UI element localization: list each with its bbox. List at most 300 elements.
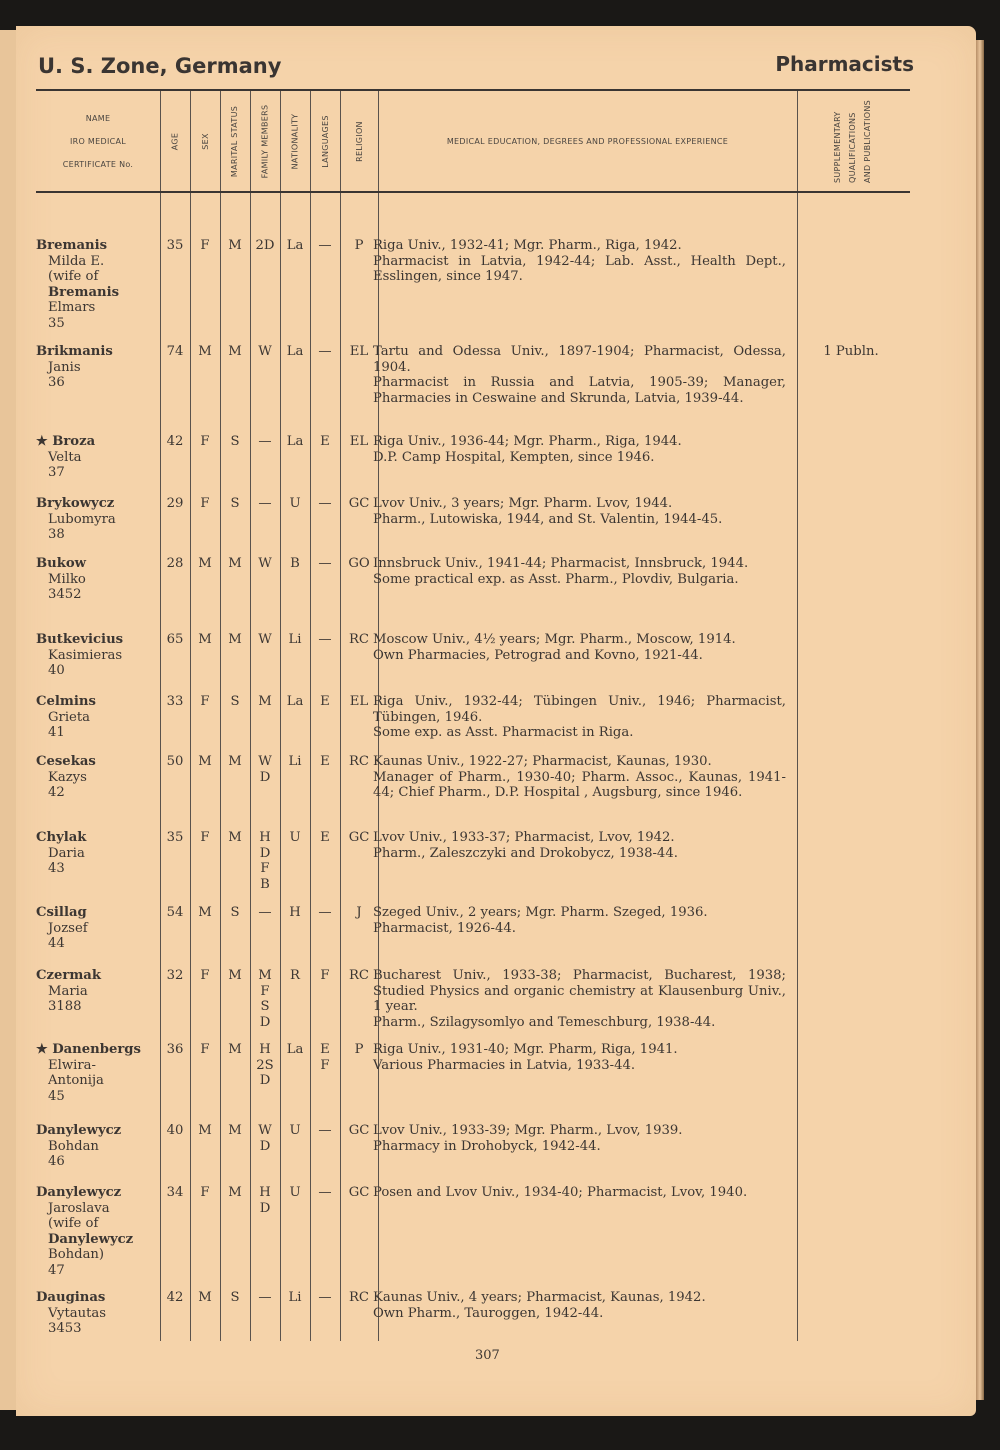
running-head-left: U. S. Zone, Germany: [38, 54, 282, 78]
religion-value: P: [354, 1042, 364, 1057]
sex-value: M: [198, 905, 212, 920]
education-paragraph: Moscow Univ., 4½ years; Mgr. Pharm., Moscow, 1914.: [373, 632, 736, 647]
surname-line: [36, 632, 156, 648]
name-line: Janis: [48, 359, 81, 375]
languages-value: —: [318, 496, 332, 511]
age-cell: [160, 344, 190, 360]
age-value: 34: [166, 1185, 184, 1200]
marital-cell: [220, 1185, 250, 1201]
family-value: —: [258, 434, 272, 449]
family-cell: [250, 1123, 280, 1154]
marital-cell: [220, 754, 250, 770]
marital-value: M: [228, 632, 242, 647]
languages-value: —: [318, 1123, 332, 1138]
name-line: (wife of: [48, 269, 99, 284]
marital-cell: [220, 694, 250, 710]
education-paragraph: Posen and Lvov Univ., 1934-40; Pharmacist, Lvov, 1940.: [373, 1185, 748, 1200]
family-value: W: [258, 1123, 272, 1138]
age-cell: [160, 905, 190, 921]
surname: Czermak: [36, 968, 101, 983]
column-header-name: [36, 91, 160, 191]
name-cell: [36, 830, 156, 877]
family-cell: [250, 694, 280, 710]
header-label: SUPPLEMENTARY: [833, 110, 842, 183]
age-value: 42: [166, 434, 184, 449]
header-label: FAMILY MEMBERS: [260, 104, 270, 178]
header-name-line: CERTIFICATE No.: [62, 159, 134, 169]
languages-value: E: [320, 754, 330, 769]
column-rule: [340, 91, 341, 191]
languages-value: E: [320, 830, 330, 845]
surname-line: [36, 556, 156, 572]
age-value: 42: [166, 1290, 184, 1305]
education-paragraph: Own Pharmacies, Petrograd and Kovno, 1921-44.: [373, 647, 703, 663]
supplementary-cell: 1 Publn.: [823, 344, 879, 359]
column-rule: [797, 91, 798, 191]
nationality-value: La: [286, 344, 304, 359]
education-cell: [373, 632, 786, 663]
family-cell: [250, 238, 280, 254]
education-paragraph: Some practical exp. as Asst. Pharm., Plovdiv, Bulgaria.: [373, 571, 739, 587]
name-line: 43: [48, 861, 65, 876]
education-cell: [373, 496, 786, 527]
family-cell: [250, 754, 280, 785]
name-line: Elwira-: [48, 1057, 96, 1073]
sex-value: M: [198, 632, 212, 647]
table-header-rule: [36, 191, 910, 193]
surname-line: [36, 968, 156, 984]
star-icon: ★: [36, 434, 53, 449]
family-value: B: [260, 876, 270, 892]
surname: Broza: [52, 434, 96, 449]
star-icon: ★: [36, 1042, 53, 1057]
languages-value: F: [320, 968, 330, 983]
sex-value: F: [200, 434, 210, 449]
marital-cell: [220, 1290, 250, 1306]
marital-value: M: [228, 1185, 242, 1200]
religion-value: EL: [349, 434, 369, 449]
family-value: —: [258, 1290, 272, 1305]
education-cell: [373, 1042, 786, 1073]
age-value: 36: [166, 1042, 184, 1057]
sex-value: F: [200, 496, 210, 511]
education-cell: [373, 694, 786, 741]
nationality-cell: [280, 694, 310, 710]
nationality-cell: [280, 968, 310, 984]
religion-value: GC: [348, 496, 370, 511]
surname-line: [36, 496, 156, 512]
marital-value: S: [230, 434, 240, 449]
column-rule: [190, 91, 191, 191]
family-value: M: [258, 968, 272, 983]
age-value: 29: [166, 496, 184, 511]
name-line: Kazys: [48, 769, 87, 785]
column-header-education: [378, 91, 797, 191]
header-label: MARITAL STATUS: [230, 105, 240, 177]
surname: Cesekas: [36, 754, 96, 769]
education-paragraph: Lvov Univ., 1933-37; Pharmacist, Lvov, 1942.: [373, 830, 675, 845]
name-line: Jaroslava: [48, 1200, 110, 1216]
age-value: 54: [166, 905, 184, 920]
education-paragraph: Pharm., Szilagysomlyo and Temeschburg, 1938-44.: [373, 1014, 716, 1030]
nationality-value: U: [289, 1123, 301, 1138]
marital-value: M: [228, 238, 242, 253]
marital-cell: [220, 632, 250, 648]
header-name-line: IRO MEDICAL: [69, 136, 127, 146]
column-header-nationality: [280, 91, 310, 191]
surname-line: [36, 905, 156, 921]
name-cell: [36, 434, 156, 481]
education-paragraph: Szeged Univ., 2 years; Mgr. Pharm. Szeged, 1936.: [373, 905, 708, 920]
column-header-family-members: [250, 91, 280, 191]
family-cell: [250, 830, 280, 892]
marital-value: M: [228, 556, 242, 571]
name-line: Jozsef: [48, 920, 88, 936]
sex-value: F: [200, 238, 210, 253]
religion-value: GC: [348, 1123, 370, 1138]
name-line: Elmars: [48, 300, 96, 315]
name-line: Maria: [48, 983, 88, 999]
name-line: 42: [48, 785, 65, 800]
languages-value: —: [318, 556, 332, 571]
nationality-cell: [280, 632, 310, 648]
surname-line: [36, 434, 156, 450]
family-value: 2S: [256, 1057, 274, 1073]
name-line: Bremanis: [48, 284, 120, 300]
family-value: D: [259, 769, 271, 785]
sex-value: F: [200, 1042, 210, 1057]
education-paragraph: Various Pharmacies in Latvia, 1933-44.: [373, 1057, 636, 1073]
sex-cell: [190, 434, 220, 450]
marital-value: S: [230, 905, 240, 920]
column-header-languages: [310, 91, 340, 191]
age-cell: [160, 830, 190, 846]
age-value: 74: [166, 344, 184, 359]
sex-cell: [190, 905, 220, 921]
family-value: S: [260, 999, 270, 1014]
religion-value: GC: [348, 830, 370, 845]
surname-line: [36, 1290, 156, 1306]
family-value: —: [258, 496, 272, 511]
family-value: H: [259, 830, 271, 845]
family-value: D: [259, 1138, 271, 1154]
nationality-cell: [280, 434, 310, 450]
name-line: 36: [48, 375, 65, 390]
languages-cell: [310, 632, 340, 648]
age-cell: [160, 1123, 190, 1139]
languages-cell: [310, 344, 340, 360]
page-stack-edge: [976, 40, 984, 1400]
name-cell: [36, 1042, 156, 1104]
name-line: (wife of: [48, 1216, 99, 1231]
religion-value: RC: [348, 632, 370, 647]
languages-cell: [310, 1290, 340, 1306]
languages-cell: [310, 434, 340, 450]
surname-line: [36, 1123, 156, 1139]
languages-value: F: [320, 1057, 330, 1073]
nationality-cell: [280, 1123, 310, 1139]
education-paragraph: Lvov Univ., 3 years; Mgr. Pharm. Lvov, 1944.: [373, 496, 673, 511]
sex-cell: [190, 694, 220, 710]
marital-value: S: [230, 694, 240, 709]
surname: Dauginas: [36, 1290, 106, 1305]
nationality-value: U: [289, 1185, 301, 1200]
education-cell: [373, 830, 786, 861]
education-paragraph: Riga Univ., 1936-44; Mgr. Pharm., Riga, 1944.: [373, 434, 682, 449]
marital-value: S: [230, 1290, 240, 1305]
surname-line: [36, 1042, 156, 1058]
sex-value: F: [200, 694, 210, 709]
age-value: 28: [166, 556, 184, 571]
marital-cell: [220, 905, 250, 921]
age-value: 65: [166, 632, 184, 647]
surname: Chylak: [36, 830, 87, 845]
column-rule: [250, 91, 251, 191]
religion-value: GO: [348, 556, 370, 571]
nationality-value: Li: [288, 754, 302, 769]
name-line: 38: [48, 527, 65, 542]
education-paragraph: Manager of Pharm., 1930-40; Pharm. Assoc., Kaunas, 1941-44; Chief Pharm., D.P. Hospital , Augsburg, since 1946.: [373, 769, 786, 800]
nationality-cell: [280, 1042, 310, 1058]
name-line: 35: [48, 315, 65, 331]
nationality-cell: [280, 1290, 310, 1306]
name-line: Lubomyra: [48, 511, 116, 527]
education-paragraph: Riga Univ., 1932-41; Mgr. Pharm., Riga, 1942.: [373, 238, 682, 253]
marital-value: M: [228, 1042, 242, 1057]
header-label: AGE: [170, 132, 180, 150]
name-cell: [36, 238, 156, 331]
nationality-cell: [280, 1185, 310, 1201]
family-cell: [250, 1185, 280, 1216]
nationality-cell: [280, 556, 310, 572]
name-line: Milda E.: [48, 253, 105, 269]
languages-cell: [310, 1123, 340, 1139]
family-value: D: [259, 1200, 271, 1216]
age-cell: [160, 1290, 190, 1306]
name-line: Bohdan): [48, 1247, 105, 1262]
nationality-cell: [280, 496, 310, 512]
languages-cell: [310, 905, 340, 921]
surname: Celmins: [36, 694, 96, 709]
family-value: —: [258, 905, 272, 920]
sex-cell: [190, 830, 220, 846]
education-paragraph: Kaunas Univ., 4 years; Pharmacist, Kaunas, 1942.: [373, 1290, 706, 1305]
name-cell: [36, 556, 156, 603]
education-paragraph: D.P. Camp Hospital, Kempten, since 1946.: [373, 449, 655, 465]
surname: Csillag: [36, 905, 87, 920]
languages-cell: [310, 556, 340, 572]
nationality-value: La: [286, 238, 304, 253]
nationality-value: U: [289, 830, 301, 845]
header-label: QUALIFICATIONS: [848, 111, 857, 183]
age-cell: [160, 632, 190, 648]
sex-value: F: [200, 830, 210, 845]
family-cell: [250, 905, 280, 921]
family-value: H: [259, 1185, 271, 1200]
family-cell: [250, 556, 280, 572]
languages-cell: [310, 968, 340, 984]
marital-value: M: [228, 754, 242, 769]
name-line: 46: [48, 1154, 65, 1169]
age-value: 50: [166, 754, 184, 769]
sex-cell: [190, 1290, 220, 1306]
languages-value: —: [318, 238, 332, 253]
sex-cell: [190, 496, 220, 512]
marital-cell: [220, 830, 250, 846]
education-paragraph: Some exp. as Asst. Pharmacist in Riga.: [373, 725, 634, 740]
family-value: W: [258, 632, 272, 647]
name-cell: [36, 754, 156, 801]
religion-value: RC: [348, 968, 370, 983]
sex-value: F: [200, 968, 210, 983]
education-paragraph: Pharm., Zaleszczyki and Drokobycz, 1938-44.: [373, 845, 678, 861]
marital-cell: [220, 1042, 250, 1058]
surname-line: [36, 694, 156, 710]
surname: Bukow: [36, 556, 87, 571]
age-cell: [160, 238, 190, 254]
name-line: 3453: [48, 1321, 82, 1336]
languages-value: —: [318, 1185, 332, 1200]
nationality-value: La: [286, 434, 304, 449]
column-header-sex: [190, 91, 220, 191]
name-cell: [36, 1123, 156, 1170]
age-cell: [160, 496, 190, 512]
religion-value: EL: [349, 344, 369, 359]
family-cell: [250, 968, 280, 1030]
name-cell: [36, 694, 156, 741]
age-cell: [160, 694, 190, 710]
name-line: 3188: [48, 999, 82, 1014]
header-label: RELIGION: [354, 120, 364, 162]
sex-cell: [190, 632, 220, 648]
age-cell: [160, 968, 190, 984]
marital-cell: [220, 556, 250, 572]
sex-value: M: [198, 1290, 212, 1305]
header-name-line: NAME: [85, 113, 111, 123]
name-cell: [36, 632, 156, 679]
column-header-religion: [340, 91, 378, 191]
sex-cell: [190, 968, 220, 984]
education-paragraph: Pharm., Lutowiska, 1944, and St. Valentin, 1944-45.: [373, 511, 723, 527]
nationality-cell: [280, 905, 310, 921]
surname-line: [36, 830, 156, 846]
name-line: Antonija: [48, 1073, 104, 1088]
surname: Bremanis: [36, 238, 108, 253]
sex-value: M: [198, 344, 212, 359]
header-label: MEDICAL EDUCATION, DEGREES AND PROFESSIONAL EXPERIENCE: [446, 136, 729, 146]
family-cell: [250, 1042, 280, 1089]
sex-value: M: [198, 1123, 212, 1138]
column-rule: [310, 91, 311, 191]
age-cell: [160, 1185, 190, 1201]
age-cell: [160, 754, 190, 770]
languages-cell: [310, 754, 340, 770]
education-paragraph: Own Pharm., Tauroggen, 1942-44.: [373, 1305, 604, 1321]
languages-cell: [310, 830, 340, 846]
marital-cell: [220, 496, 250, 512]
sex-cell: [190, 238, 220, 254]
sex-value: M: [198, 556, 212, 571]
education-cell: [373, 434, 786, 465]
marital-cell: [220, 1123, 250, 1139]
languages-value: E: [320, 434, 330, 449]
sex-cell: [190, 556, 220, 572]
header-label: SEX: [200, 132, 210, 150]
sex-value: F: [200, 1185, 210, 1200]
family-cell: [250, 1290, 280, 1306]
family-value: W: [258, 754, 272, 769]
education-paragraph: Pharmacist, 1926-44.: [373, 920, 516, 936]
sex-cell: [190, 1042, 220, 1058]
column-rule: [797, 193, 798, 1341]
header-label-stack: [830, 100, 875, 183]
marital-cell: [220, 238, 250, 254]
languages-value: E: [320, 694, 330, 709]
column-header-age: [160, 91, 190, 191]
name-line: Bohdan: [48, 1138, 99, 1154]
education-cell: [373, 968, 786, 1030]
languages-cell: [310, 1042, 340, 1073]
age-value: 35: [166, 830, 184, 845]
age-value: 35: [166, 238, 184, 253]
family-value: F: [260, 983, 270, 999]
surname: Butkevicius: [36, 632, 124, 647]
surname-line: [36, 344, 156, 360]
name-cell: [36, 344, 156, 391]
nationality-cell: [280, 754, 310, 770]
religion-value: RC: [348, 754, 370, 769]
name-line: Danylewycz: [48, 1231, 134, 1247]
marital-value: M: [228, 1123, 242, 1138]
marital-value: M: [228, 968, 242, 983]
education-cell: [373, 1290, 786, 1321]
family-value: 2D: [255, 238, 275, 253]
family-value: F: [260, 861, 270, 876]
name-line: 37: [48, 465, 65, 480]
surname: Danenbergs: [52, 1042, 141, 1057]
languages-value: —: [318, 1290, 332, 1305]
family-value: W: [258, 344, 272, 359]
education-paragraph: Pharmacy in Drohobyck, 1942-44.: [373, 1138, 601, 1154]
running-head-right: Pharmacists: [775, 52, 914, 76]
name-cell: [36, 968, 156, 1015]
header-label: NATIONALITY: [290, 113, 300, 169]
education-cell: [373, 238, 786, 285]
page-number: 307: [475, 1348, 500, 1363]
column-rule: [160, 91, 161, 191]
education-paragraph: Riga Univ., 1932-44; Tübingen Univ., 1946; Pharmacist, Tübingen, 1946.: [373, 694, 786, 725]
surname-line: [36, 1185, 156, 1201]
sex-cell: [190, 344, 220, 360]
nationality-value: B: [290, 556, 300, 571]
marital-cell: [220, 968, 250, 984]
marital-value: M: [228, 830, 242, 845]
nationality-value: U: [289, 496, 301, 511]
surname: Brikmanis: [36, 344, 113, 359]
education-paragraph: Bucharest Univ., 1933-38; Pharmacist, Bucharest, 1938; Studied Physics and organic chemistry at Klausenburg Univ., 1 year.: [373, 968, 786, 1014]
name-line: 3452: [48, 587, 82, 602]
sex-cell: [190, 754, 220, 770]
header-label: AND PUBLICATIONS: [863, 99, 872, 183]
family-value: D: [259, 1014, 271, 1030]
marital-cell: [220, 434, 250, 450]
column-rule: [280, 91, 281, 191]
religion-value: J: [356, 905, 362, 920]
languages-value: —: [318, 344, 332, 359]
age-value: 40: [166, 1123, 184, 1138]
languages-cell: [310, 238, 340, 254]
age-cell: [160, 556, 190, 572]
